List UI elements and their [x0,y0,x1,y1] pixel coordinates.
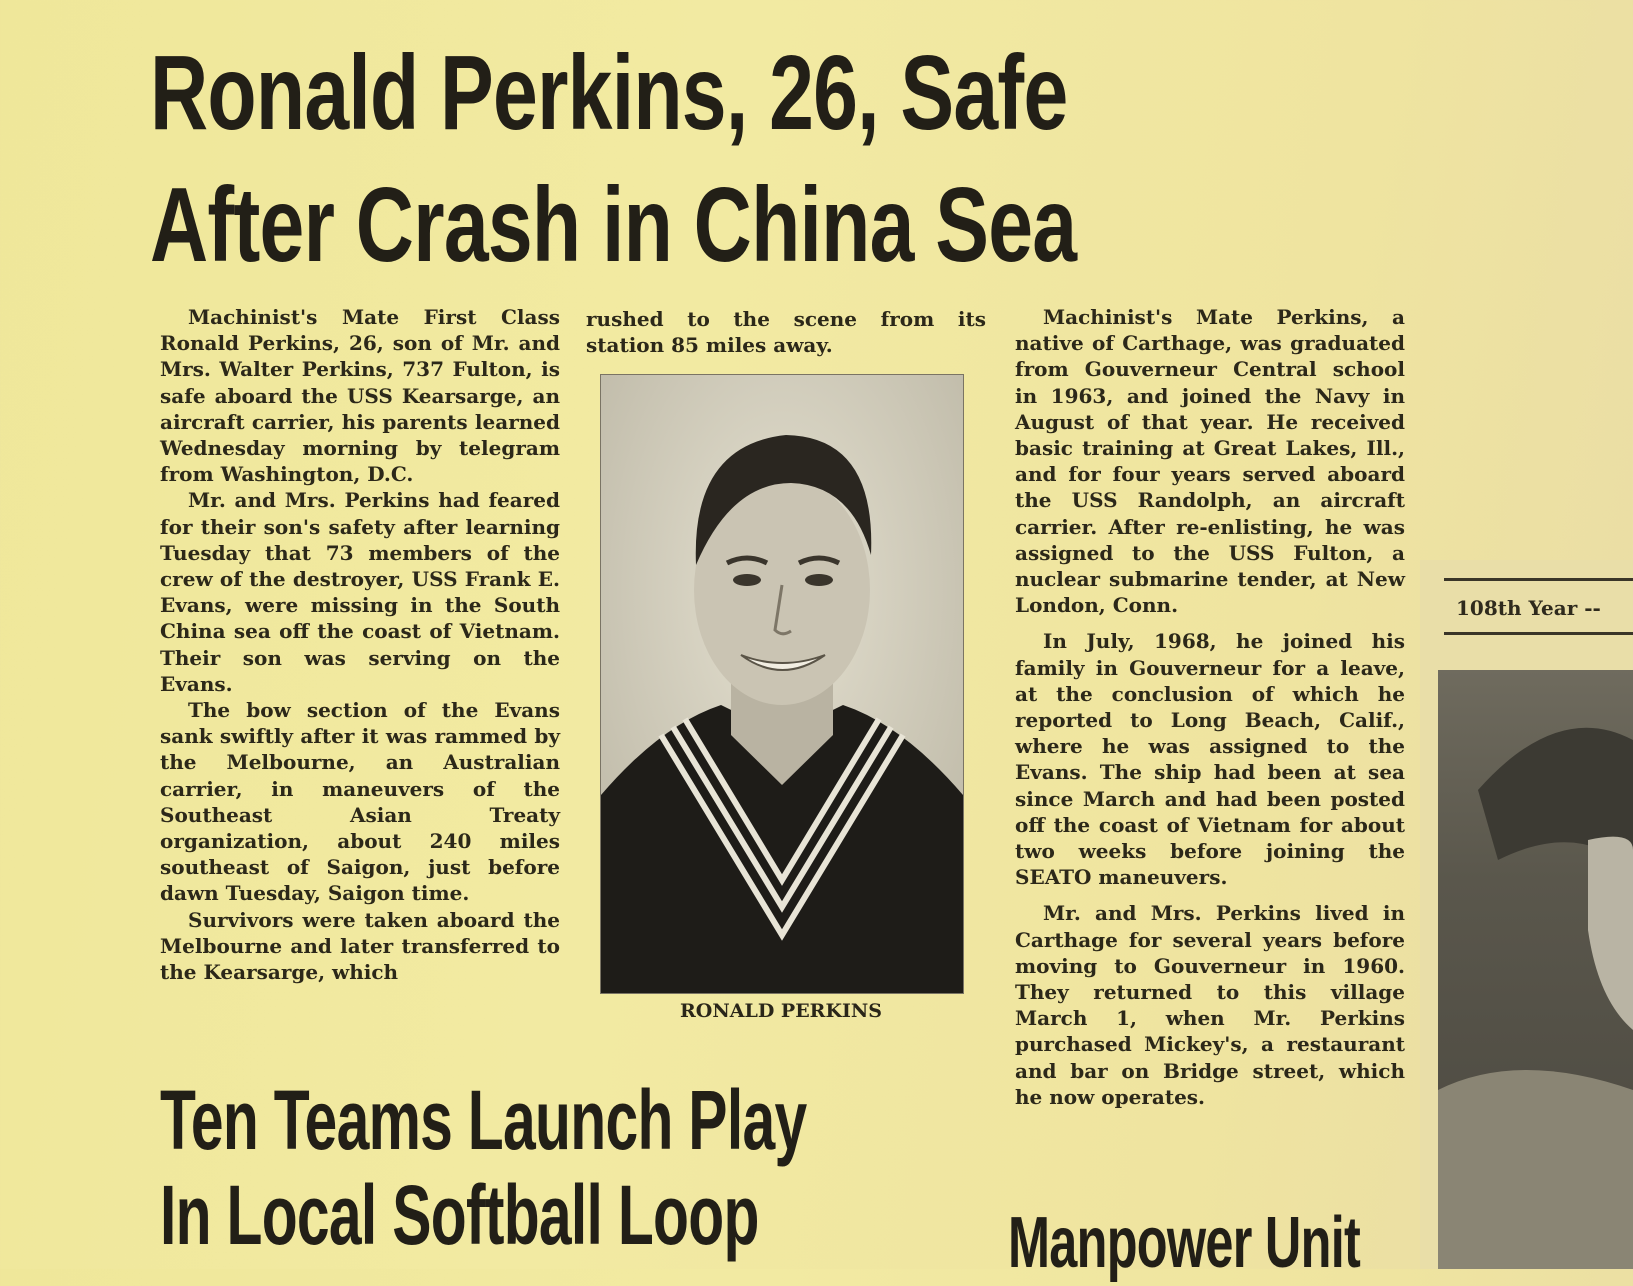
article-column-2 [586,306,986,358]
main-headline-line1: Ronald Perkins, 26, Safe [150,34,1068,152]
main-headline-line2: After Crash in China Sea [150,166,1077,284]
paragraph: Machinist's Mate Perkins, a native of Carthage, was graduated from Gouverneur Central school in 1963, and joined the Navy in August of that year. He received basic training at Great Lakes, Ill., and for four years served aboard the USS Randolph, an aircraft carrier. After re-enlisting, he was assigned to the USS Fulton, a nuclear submarine tender, at New London, Conn. [1015,305,1405,618]
woman-portrait-image [1438,670,1633,1269]
adjacent-photo [1438,670,1633,1269]
masthead-year-label: 108th Year -- [1456,596,1601,620]
softball-headline-line2: In Local Softball Loop [160,1168,759,1262]
paragraph: Mr. and Mrs. Perkins lived in Carthage for several years before moving to Gouverneur in 1960. They returned to this village March 1, when Mr. Perkins purchased Mickey's, a restaurant and bar on Bridge street, which he now operates. [1015,901,1405,1109]
manpower-headline: Manpower Unit [1008,1203,1361,1283]
paragraph: Machinist's Mate First Class Ronald Perkins, 26, son of Mr. and Mrs. Walter Perkins, 737 Fulton, is safe aboard the USS Kearsarge, an aircraft carrier, his parents learned Wednesday morning by telegram from Washington, D.C. [160,305,560,487]
photo-caption: RONALD PERKINS [680,1000,882,1022]
paragraph-continuation: rushed to the scene from its station 85 miles away. [586,307,986,358]
paragraph: The bow section of the Evans sank swiftly after it was rammed by the Melbourne, an Australian carrier, in maneuvers of the Southeast Asian Treaty organization, about 240 miles southeast of Saigon, just before dawn Tuesday, Saigon time. [160,698,560,906]
adjacent-newspaper-page [1420,560,1633,1269]
paragraph: Survivors were taken aboard the Melbourne and later transferred to the Kearsarge, which [160,907,560,985]
article-column-3 [1015,304,1405,1110]
paragraph: Mr. and Mrs. Perkins had feared for their son's safety after learning Tuesday that 73 members of the crew of the destroyer, USS Frank E. Evans, were missing in the South China sea off the coast of Vietnam. Their son was serving on the Evans. [160,488,560,696]
paragraph: In July, 1968, he joined his family in Gouverneur for a leave, at the conclusion of which he reported to Long Beach, Calif., where he was assigned to the Evans. The ship had been at sea since March and had been posted off the coast of Vietnam for about two weeks before joining the SEATO maneuvers. [1015,629,1405,890]
masthead-rule [1444,578,1633,581]
article-column-1 [160,304,560,985]
portrait-photo [600,374,964,994]
sailor-portrait-image [601,375,963,993]
masthead-rule [1444,632,1633,635]
softball-headline-line1: Ten Teams Launch Play [160,1073,807,1167]
